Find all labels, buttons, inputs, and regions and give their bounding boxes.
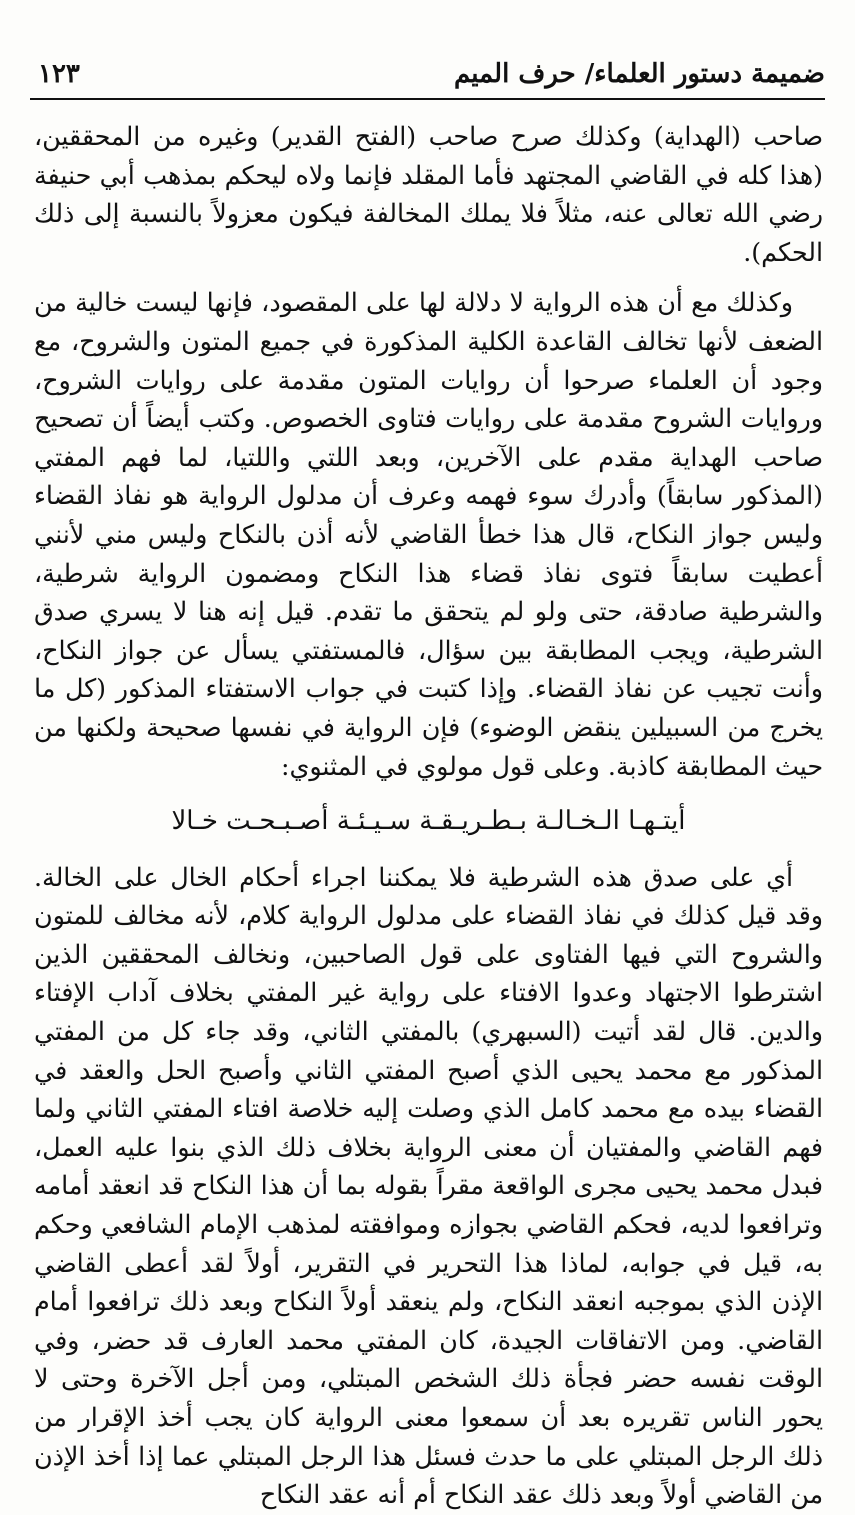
page-header xyxy=(38,52,825,96)
verse-line: أيتـهـا الـخـالـة بـطـريـقـة سـيـئـة أصـبـحـت خـالا xyxy=(171,806,686,837)
body-text xyxy=(34,118,823,1515)
page-number: ١٢٣ xyxy=(38,59,80,89)
paragraph-2: وكذلك مع أن هذه الرواية لا دلالة لها على المقصود، فإنها ليست خالية من الضعف لأنها تخالف القاعدة الكلية المذكورة في جميع المتون والشروح، مع وجود أن العلماء صرحوا أن روايات المتون مقدمة على روايات الشروح، وروايات الشروح مقدمة على روايات فتاوى الخصوص. وكتب أيضاً أن تصحيح صاحب الهداية مقدم على الآخرين، وبعد اللتي واللتيا، لما فهم المفتي (المذكور سابقاً) وأدرك سوء فهمه وعرف أن مدلول الرواية هو نفاذ القضاء وليس جواز النكاح، قال هذا خطأ القاضي لأنه أذن بالنكاح وليس مني لأنني أعطيت سابقاً فتوى نفاذ قضاء هذا النكاح ومضمون الرواية شرطية، والشرطية صادقة، حتى ولو لم يتحقق ما تقدم. قيل إنه هنا لا يسري صدق الشرطية، ويجب المطابقة بين سؤال، فالمستفتي يسأل عن جواز النكاح، وأنت تجيب عن نفاذ القضاء. وإذا كتبت في جواب الاستفتاء المذكور (كل ما يخرج من السبيلين ينقض الوضوء) فإن الرواية في نفسها صحيحة ولكنها من حيث المطابقة كاذبة. وعلى قول مولوي في المثنوي: xyxy=(34,288,823,781)
header-rule xyxy=(30,98,825,100)
paragraph-1: صاحب (الهداية) وكذلك صرح صاحب (الفتح القدير) وغيره من المحققين، (هذا كله في القاضي المجتهد فأما المقلد فإنما ولاه ليحكم بمذهب أبي حنيفة رضي الله تعالى عنه، مثلاً فلا يملك المخالفة فيكون معزولاً بالنسبة إلى ذلك الحكم). xyxy=(34,122,823,267)
paragraph-3: أي على صدق هذه الشرطية فلا يمكننا اجراء أحكام الخال على الخالة. وقد قيل كذلك في نفاذ القضاء على مدلول الرواية كلام، لأنه مخالف للمتون والشروح التي فيها الفتاوى على قول الصاحبين، ونخالف المحققين الذين اشترطوا الاجتهاد وعدوا الافتاء على رواية غير المفتي بخلاف آداب الإفتاء والدين. قال لقد أتيت (السبهري) بالمفتي الثاني، وقد جاء كل من المفتي المذكور مع محمد يحيى الذي أصبح المفتي الثاني وأصبح الحل والعقد في القضاء بيده مع محمد كامل الذي وصلت إليه خلاصة افتاء المفتي الثاني ولما فهم القاضي والمفتيان أن معنى الرواية بخلاف ذلك الذي بنوا عليه العمل، فبدل محمد يحيى مجرى الواقعة مقراً بقوله بما أن هذا النكاح قد انعقد أمامه وترافعوا لديه، فحكم القاضي بجوازه وموافقته لمذهب الإمام الشافعي وحكم به، قيل في جوابه، لماذا هذا التحرير في التقرير، أولاً لقد أعطى القاضي الإذن الذي بموجبه انعقد النكاح، ولم ينعقد أولاً النكاح وبعد ذلك ترافعوا أمام القاضي. ومن الاتفاقات الجيدة، كان المفتي محمد العارف قد حضر، وفي الوقت نفسه حضر فجأة ذلك الشخص المبتلي، ومن أجل الآخرة وحتى لا يحور الناس تقريره بعد أن سمعوا معنى الرواية كان يجب أخذ الإقرار من ذلك الرجل المبتلي على ما حدث فسئل هذا الرجل المبتلي عما إذا أخذ الإذن من القاضي أولاً وبعد ذلك عقد النكاح أم أنه عقد النكاح xyxy=(34,862,823,1510)
running-title: ضميمة دستور العلماء/ حرف الميم xyxy=(454,59,825,89)
